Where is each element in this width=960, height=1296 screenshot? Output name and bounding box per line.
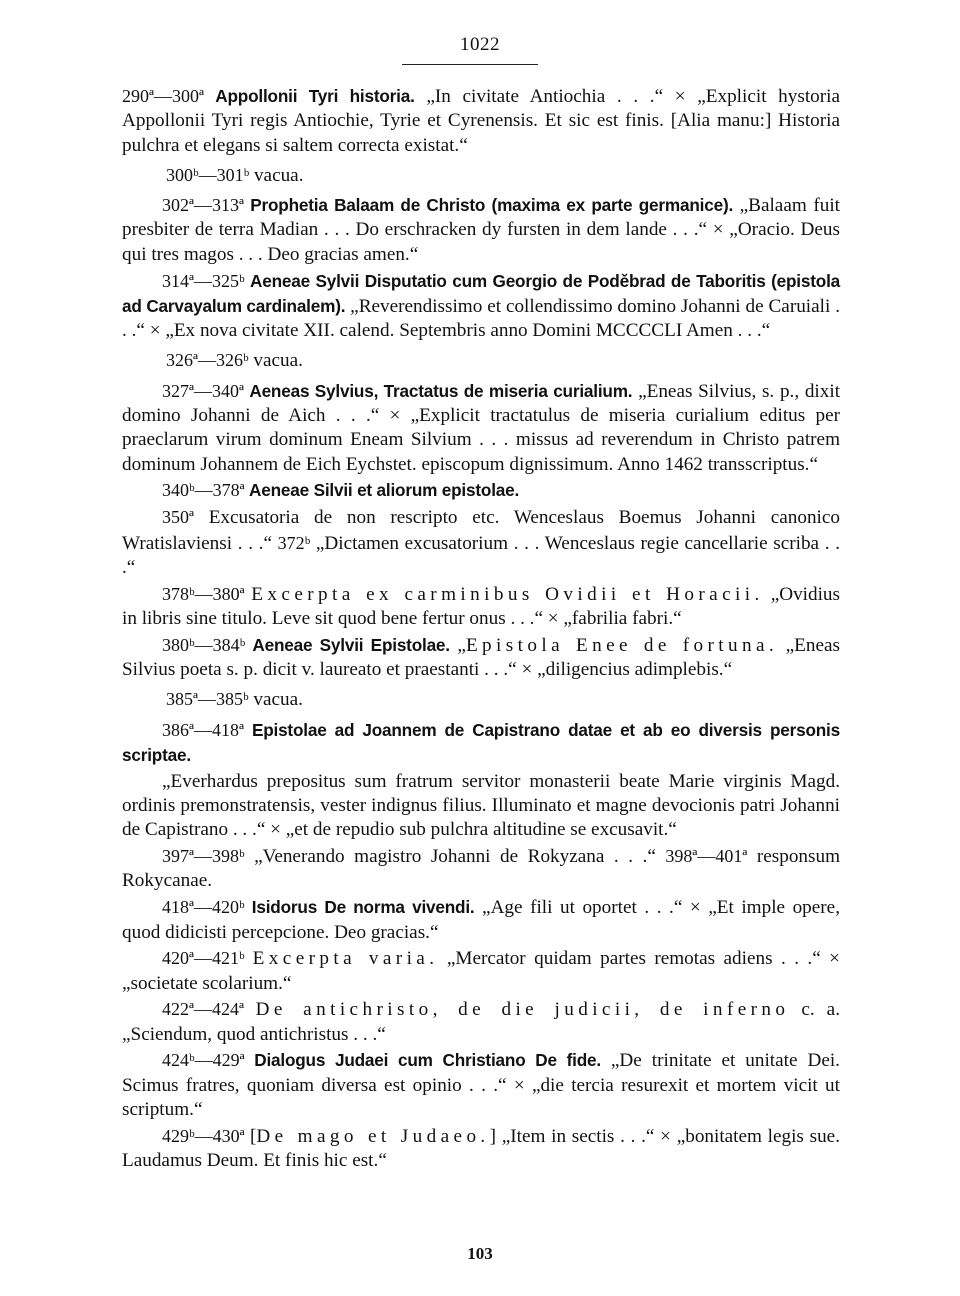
entry-text: responsum Rokycanae. (122, 846, 841, 892)
catalog-entry (122, 269, 840, 344)
catalog-entry (122, 193, 840, 267)
folio-range: 385ª—385ᵇ (166, 689, 249, 710)
catalog-entry (122, 478, 840, 503)
entry-text: „Balaam fuit presbiter de terra Madian . . . Do erschracken dy fursten in dem lande . . .“ × „Oracio. Deus qui tres magos . . . Deo gracias amen.“ (122, 195, 841, 265)
folio-range: 302ª—313ª (162, 195, 251, 216)
header-rule (402, 64, 538, 65)
entry-title: Epistolae ad Joannem de Capistrano datae et ab eo diversis personis scriptae. (122, 719, 840, 765)
catalog-entry (122, 84, 840, 158)
entry-text: „Venerando magistro Johanni de Rokyzana . . .“ (244, 846, 666, 868)
entry-title: Aeneae Silvii et aliorum epistolae. (249, 480, 520, 501)
entry-title: Aeneas Sylvius, Tractatus de miseria curialium. (249, 380, 633, 401)
page-number: 1022 (460, 34, 500, 55)
folio-range: 290ª—300ª (122, 86, 216, 106)
folio-range: 326ª—326ᵇ (166, 350, 249, 371)
folio-range: 314ª—325ᵇ (162, 270, 250, 291)
entry-title: Aeneae Sylvii Disputatio cum Georgio de Poděbrad de Taboritis (epistola ad Carvayalum cardinalem). (122, 270, 841, 316)
entry-text: „ (449, 634, 466, 656)
folio-range: 350ª (162, 507, 194, 528)
entry-text: vacua. (248, 350, 303, 372)
entry-text: „In civitate Antiochia . . .“ × „Explicit hystoria Appollonii Tyri regis Antiochie, Tyrie et Cyrenensis. Et sic est finis. [Alia manu:] Historia pulchra et elegans si saltem correcta existat.“ (122, 86, 840, 156)
catalog-entry (122, 1124, 840, 1174)
folio-range: 340ᵇ—378ª (162, 480, 250, 501)
spaced-title: Excerpta varia. (252, 948, 439, 970)
entry-text: vacua. (249, 164, 304, 186)
entry-text: vacua. (248, 689, 303, 711)
folio-range: 327ª—340ª (162, 380, 250, 401)
entry-text: c. a. „Sciendum, quod antichristus . . .“ (122, 999, 840, 1045)
entry-text: „Everhardus prepositus sum fratrum servitor monasterii beate Marie virginis Magd. ordinis premonstratensis, vester indignus filius. Illuminato et magne devocionis patri Johanni de Capistrano . . .“ × „et de repudio sub pulchra altitudine se excusavit.“ (122, 770, 840, 841)
entry-text: „Reverendissimo et collendissimo domino Johanni de Caruiali . . .“ × „Ex nova civitate XII. calend. Septembris anno Domini MCCCCLI Amen . . .“ (122, 295, 840, 342)
folio-range: 378ᵇ—380ª (162, 583, 252, 604)
catalog-entry (122, 505, 840, 580)
entry-text: Excusatoria de non rescripto etc. Wenceslaus Boemus Johanni canonico Wratislaviensi . . .“ (122, 507, 840, 554)
spaced-title: De mago et Judaeo. (256, 1125, 490, 1147)
catalog-text (122, 84, 840, 1175)
catalog-entry (122, 633, 840, 683)
spaced-title: Excerpta ex carminibus Ovidii et Horacii. (251, 583, 764, 605)
folio-range: 380ᵇ—384ᵇ (162, 634, 253, 655)
entry-title: Aeneae Sylvii Epistolae. (252, 634, 450, 655)
folio-range: 420ª—421ᵇ (162, 948, 253, 969)
entry-text: „Dictamen excusatorium . . . Wenceslaus regie cancellarie scriba . . .“ (122, 532, 840, 578)
folio-range: 372ᵇ (277, 532, 311, 553)
catalog-entry (122, 770, 840, 843)
entry-text: ] „Item in sectis . . .“ × „bonitatem legis sue. Laudamus Deum. Et finis hic est.“ (122, 1125, 840, 1172)
entry-text: „Eneas Silvius poeta s. p. dicit v. laureato et praestanti . . .“ × „diligencius adimplebis.“ (122, 634, 840, 681)
entry-title: Appollonii Tyri historia. (215, 86, 415, 106)
folio-range: 398ª—401ª (665, 846, 748, 867)
entry-text: [ (249, 1125, 257, 1147)
catalog-entry (122, 997, 840, 1047)
folio-range: 300ᵇ—301ᵇ (166, 164, 250, 185)
entry-title: Prophetia Balaam de Christo (maxima ex parte germanice). (250, 195, 734, 216)
entry-title: Isidorus De norma vivendi. (251, 897, 475, 918)
footer-signature: 103 (467, 1244, 493, 1263)
catalog-entry (122, 687, 840, 712)
folio-range: 418ª—420ᵇ (162, 897, 252, 918)
catalog-entry (122, 718, 840, 769)
folio-range: 422ª—424ª (162, 999, 256, 1020)
catalog-entry (122, 379, 840, 477)
spaced-title: De antichristo, de die judicii, de inferno (255, 999, 790, 1021)
entry-title: Dialogus Judaei cum Christiano De fide. (254, 1050, 601, 1071)
folio-range: 386ª—418ª (162, 719, 252, 740)
folio-range: 397ª—398ᵇ (162, 846, 245, 867)
entry-text: „Ovidius in libris sine titulo. Leve sit quod bene fertur onus . . .“ × „fabrilia fabri.“ (122, 583, 840, 629)
catalog-entry (122, 946, 840, 996)
catalog-entry (122, 895, 840, 945)
catalog-entry (122, 582, 840, 632)
entry-text: „Age fili ut oportet . . .“ × „Et imple opere, quod didicisti percepcione. Deo gracias.“ (122, 897, 841, 943)
entry-text: „Mercator quidam partes remotas adiens . . .“ × „societate scolarium.“ (122, 948, 840, 994)
spaced-title: Epistola Enee de fortuna. (465, 634, 779, 656)
folio-range: 429ᵇ—430ª (162, 1125, 250, 1146)
catalog-entry (122, 348, 840, 373)
catalog-entry (122, 844, 840, 894)
entry-text: „De trinitate et unitate Dei. Scimus fratres, quoniam diversa est opinio . . .“ × „die tercia resurexit et mortem vicit ut scriptum.“ (122, 1050, 840, 1121)
folio-range: 424ᵇ—429ª (162, 1050, 255, 1071)
catalog-entry (122, 163, 840, 188)
catalog-entry (122, 1048, 840, 1122)
entry-text: „Eneas Silvius, s. p., dixit domino Johanni de Aich . . .“ × „Explicit tractatulus de miseria curialium editus per praeclarum virum dominum Eneam Silvium . . . missus ad reverendum in Christo patrem dominum Johannem de Eich Eychstet. episcopum dignissimum. Anno 1462 transscriptus.“ (122, 380, 841, 475)
